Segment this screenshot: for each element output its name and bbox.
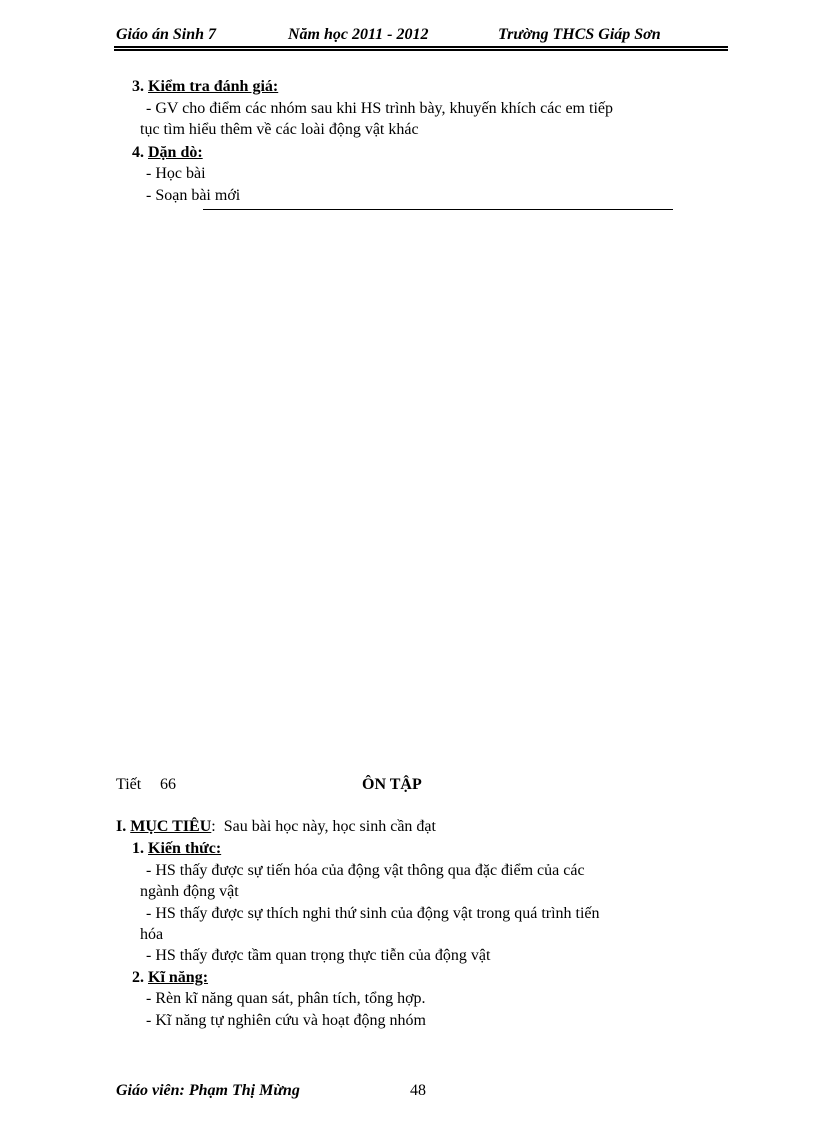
muc-tieu-colon: : (211, 818, 216, 835)
lesson-title: ÔN TẬP (362, 776, 422, 793)
section-3-title: Kiểm tra đánh giá: (148, 78, 279, 95)
section-4-title: Dặn dò: (148, 144, 203, 161)
page-number: 48 (410, 1082, 426, 1099)
kien-thuc-heading (132, 840, 221, 858)
section-4-number: 4. (132, 144, 144, 161)
header-school-year: Năm học 2011 - 2012 (288, 26, 429, 43)
kien-thuc-line: - HS thấy được tầm quan trọng thực tiễn của động vật (146, 947, 491, 964)
muc-tieu-text: Sau bài học này, học sinh cần đạt (223, 818, 436, 835)
lesson-tiet-number: 66 (160, 776, 176, 793)
kien-thuc-line: ngành động vật (140, 883, 239, 900)
section-3-line-1: - GV cho điểm các nhóm sau khi HS trình bày, khuyến khích các em tiếp (146, 100, 613, 117)
ki-nang-line: - Rèn kĩ năng quan sát, phân tích, tổng hợp. (146, 990, 426, 1007)
header-rule (114, 46, 728, 48)
ki-nang-heading (132, 969, 208, 987)
header-course: Giáo án Sinh 7 (116, 26, 217, 43)
kien-thuc-line: - HS thấy được sự thích nghi thứ sinh của động vật trong quá trình tiến (146, 905, 600, 922)
muc-tieu-heading (116, 818, 436, 836)
section-4-heading (132, 144, 203, 162)
kien-thuc-line: hóa (140, 926, 164, 943)
muc-tieu-title: MỤC TIÊU (130, 818, 212, 835)
lesson-tiet-label: Tiết (116, 776, 142, 793)
section-4-item: - Học bài (146, 165, 206, 182)
ki-nang-line: - Kĩ năng tự nghiên cứu và hoạt động nhóm (146, 1012, 426, 1029)
section-3-line-2: tục tìm hiểu thêm về các loài động vật khác (140, 121, 419, 138)
kien-thuc-line: - HS thấy được sự tiến hóa của động vật thông qua đặc điểm của các (146, 862, 585, 879)
header-rule-double (114, 49, 728, 51)
muc-tieu-number: I. (116, 818, 127, 835)
section-3-number: 3. (132, 78, 144, 95)
kien-thuc-number: 1. (132, 840, 144, 857)
section-3-heading (132, 78, 278, 96)
section-4-item: - Soạn bài mới (146, 187, 241, 204)
ki-nang-title: Kĩ năng: (148, 969, 209, 986)
section-separator (203, 209, 673, 210)
kien-thuc-title: Kiến thức: (148, 840, 222, 857)
header-school: Trường THCS Giáp Sơn (498, 26, 661, 43)
ki-nang-number: 2. (132, 969, 144, 986)
footer-teacher: Giáo viên: Phạm Thị Mừng (116, 1082, 300, 1099)
